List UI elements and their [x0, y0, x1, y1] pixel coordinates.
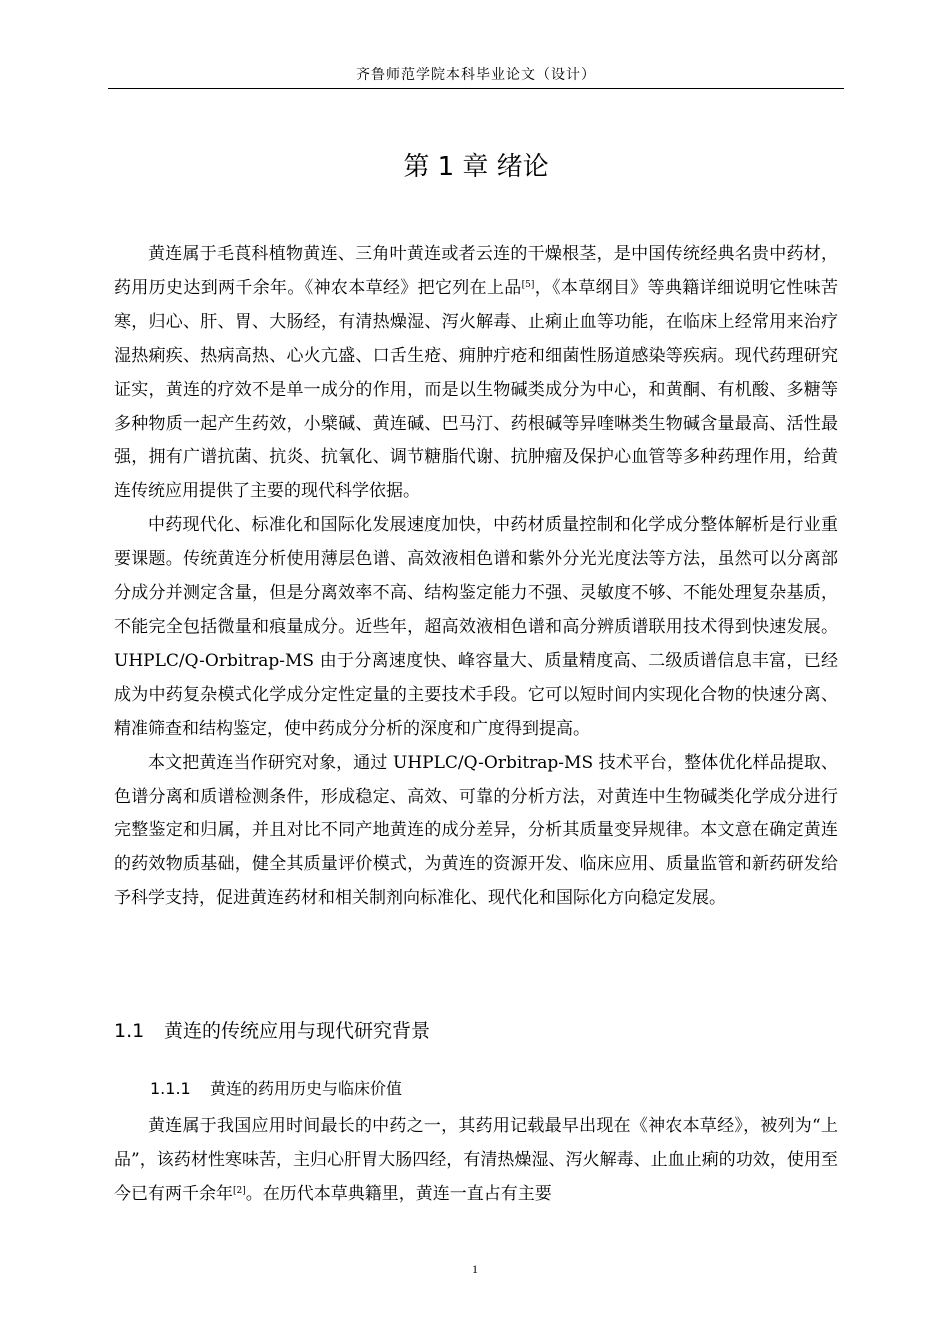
subsection-heading: [150, 1076, 402, 1099]
citation-ref: [5]: [521, 279, 535, 290]
header-rule: [108, 88, 844, 89]
intro-paragraph-2: 中药现代化、标准化和国际化发展速度加快，中药材质量控制和化学成分整体解析是行业重要课题。传统黄连分析使用薄层色谱、高效液相色谱和紫外分光光度法等方法，虽然可以分离部分成分并测定含量，但是分离效率不高、结构鉴定能力不强、灵敏度不够、不能处理复杂基质，不能完全包括微量和痕量成分。近些年，超高效液相色谱和高分辨质谱联用技术得到快速发展。UHPLC/Q-Orbitrap-MS 由于分离速度快、峰容量大、质量精度高、二级质谱信息丰富，已经成为中药复杂模式化学成分定性定量的主要技术手段。它可以短时间内实现化合物的快速分离、精准筛查和结构鉴定，使中药成分分析的深度和广度得到提高。: [114, 515, 838, 739]
history-paragraph-1-text-b: 。在历代本草典籍里，黄连一直占有主要: [245, 1183, 552, 1204]
intro-paragraph-1: [114, 238, 838, 509]
page-number: 1: [472, 1262, 478, 1276]
running-header: 齐鲁师范学院本科毕业论文（设计）: [356, 67, 596, 83]
section-heading: [114, 1016, 430, 1043]
history-paragraph-1: [114, 1110, 838, 1212]
intro-paragraph-3: 本文把黄连当作研究对象，通过 UHPLC/Q-Orbitrap-MS 技术平台，整体优化样品提取、色谱分离和质谱检测条件，形成稳定、高效、可靠的分析方法，对黄连中生物碱类化学成分进行完整鉴定和归属，并且对比不同产地黄连的成分差异，分析其质量变异规律。本文意在确定黄连的药效物质基础，健全其质量评价模式，为黄连的资源开发、临床应用、质量监管和新药研发给予科学支持，促进黄连药材和相关制剂向标准化、现代化和国际化方向稳定发展。: [114, 752, 838, 909]
citation-ref: [2]: [233, 1185, 246, 1196]
intro-paragraph-1-text-a: 黄连属于毛莨科植物黄连、三角叶黄连或者云连的干燥根茎，是中国传统经典名贵中药材，药用历史达到两千余年。《神农本草经》把它列在上品: [114, 244, 838, 298]
intro-paragraph-1-text-b: ，《本草纲目》等典籍详细说明它性味苦寒，归心、肝、胃、大肠经，有清热燥湿、泻火解毒、止痢止血等功能，在临床上经常用来治疗湿热痢疾、热病高热、心火亢盛、口舌生疮、痈肿疔疮和细菌性肠道感染等疾病。现代药理研究证实，黄连的疗效不是单一成分的作用，而是以生物碱类成分为中心，和黄酮、有机酸、多糖等多种物质一起产生药效，小檗碱、黄连碱、巴马汀、药根碱等异喹啉类生物碱含量最高、活性最强，拥有广谱抗菌、抗炎、抗氧化、调节糖脂代谢、抗肿瘤及保护心血管等多种药理作用，给黄连传统应用提供了主要的现代科学依据。: [114, 277, 839, 502]
subsection-number: 1.1.1: [150, 1079, 191, 1098]
section-title: 黄连的传统应用与现代研究背景: [164, 1020, 431, 1042]
history-body: [114, 1110, 838, 1212]
chapter-title: 第 1 章 绪论: [403, 152, 549, 182]
intro-body: [114, 238, 838, 916]
history-paragraph-1-text-a: 黄连属于我国应用时间最长的中药之一，其药用记载最早出现在《神农本草经》，被列为“上品”，该药材性寒味苦，主归心肝胃大肠四经，有清热燥湿、泻火解毒、止血止痢的功效，使用至今已有两千余年: [114, 1116, 838, 1204]
section-number: 1.1: [114, 1020, 145, 1042]
subsection-title: 黄连的药用历史与临床价值: [210, 1079, 403, 1098]
